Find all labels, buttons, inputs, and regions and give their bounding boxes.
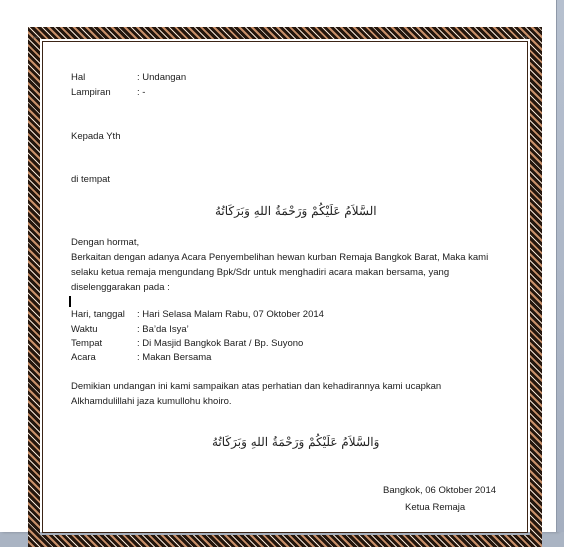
text-cursor — [69, 296, 71, 307]
detail-value: : Ba’da Isya’ — [137, 324, 189, 335]
detail-value: : Di Masjid Bangkok Barat / Bp. Suyono — [137, 338, 304, 349]
lampiran-value: : - — [137, 87, 146, 98]
detail-value: : Hari Selasa Malam Rabu, 07 Oktober 2014 — [137, 309, 324, 320]
body-line-2: selaku ketua remaja mengundang Bpk/Sdr untuk menghadiri acara makan bersama, yang — [71, 267, 450, 278]
window-background — [557, 0, 564, 532]
salutation: Dengan hormat, — [71, 237, 140, 248]
detail-label: Acara — [71, 352, 96, 363]
detail-label: Waktu — [71, 324, 98, 335]
signature-place-date: Bangkok, 06 Oktober 2014 — [383, 485, 497, 496]
closing-arabic: وَالسَّلاَمُ عَلَيْكُمْ وَرَحْمَةُ اللهِ وَبَرَكَاتُهُ — [212, 435, 380, 449]
detail-label: Hari, tanggal — [71, 309, 125, 320]
hal-value: : Undangan — [137, 72, 187, 83]
detail-value: : Makan Bersama — [137, 352, 212, 363]
signature-role: Ketua Remaja — [405, 502, 466, 513]
kepada-yth: Kepada Yth — [71, 131, 121, 142]
margin-mark-top-left: ⌐ — [33, 32, 39, 42]
body-line-3: diselenggarakan pada : — [71, 282, 170, 293]
detail-label: Tempat — [71, 338, 103, 349]
di-tempat: di tempat — [71, 174, 111, 185]
greeting-arabic: السَّلاَمُ عَلَيْكُمْ وَرَحْمَةُ اللهِ وَبَرَكَاتُهُ — [215, 204, 377, 218]
closing-line-1: Demikian undangan ini kami sampaikan atas perhatian dan kehadirannya kami ucapkan — [71, 381, 442, 392]
margin-mark-top-right: ¬ — [522, 32, 528, 42]
closing-line-2: Alkhamdulillahi jaza kumullohu khoiro. — [71, 396, 232, 407]
hal-label: Hal — [71, 72, 86, 83]
body-line-1: Berkaitan dengan adanya Acara Penyembelihan hewan kurban Remaja Bangkok Barat, Maka kami — [71, 252, 489, 263]
lampiran-label: Lampiran — [71, 87, 111, 98]
